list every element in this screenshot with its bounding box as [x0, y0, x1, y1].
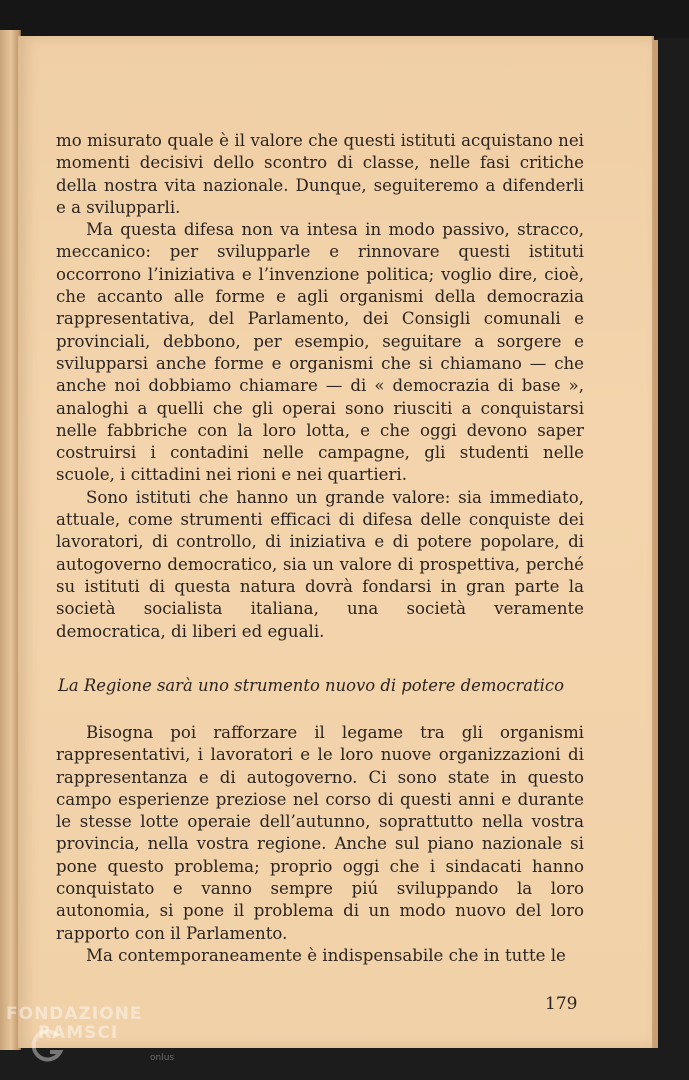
body-text-bottom: [56, 722, 584, 967]
paragraph-continuation: mo misurato quale è il valore che questi istituti acquistano nei momenti decisivi dello scontro di classe, nelle fasi critiche della nostra vita nazionale. Dunque, seguiteremo a difenderli e a svilupparli.: [56, 131, 584, 217]
page-number: 179: [545, 994, 578, 1014]
watermark: [6, 1005, 143, 1043]
watermark-line-2: RAMSCI: [38, 1023, 119, 1043]
watermark-line-1: FONDAZIONE: [6, 1004, 143, 1024]
watermark-suffix: onlus: [150, 1053, 175, 1063]
section-heading: La Regione sarà uno strumento nuovo di potere democratico: [58, 676, 564, 695]
paragraph: Bisogna poi rafforzare il legame tra gli organismi rappresentativi, i lavoratori e le loro nuove organizzazioni di rappresentanza e di autogoverno. Ci sono state in questo campo esperienze preziose nel corso di questi anni e durante le stesse lotte operaie dell’autunno, soprattutto nella vostra provincia, nella vostra regione. Anche sul piano nazionale si pone questo problema; proprio oggi che i sindacati hanno conquistato e vanno sempre piú sviluppando la loro autonomia, si pone il problema di un modo nuovo del loro rapporto con il Parlamento.: [56, 723, 584, 943]
paragraph: Ma contemporaneamente è indispensabile che in tutte le: [86, 945, 566, 965]
gramsci-g-logo-icon: [28, 1026, 68, 1066]
paragraph: Ma questa difesa non va intesa in modo passivo, stracco, meccanico: per svilupparle e rinnovare questi istituti occorrono l’iniziativa e l’invenzione politica; voglio dire, cioè, che accanto alle forme e agli organismi della democrazia rappresentativa, del Parlamento, dei Consigli comunali e provinciali, debbono, per esempio, seguitare a sorgere e svilupparsi anche forme e organismi che si chiamano — che anche noi dobbiamo chiamare — di « democrazia di base », analoghi a quelli che gli operai sono riusciti a conquistarsi nelle fabbriche con la loro lotta, e che oggi devono saper costruirsi i contadini nelle campagne, gli studenti nelle scuole, i cittadini nei rioni e nei quartieri.: [56, 220, 584, 485]
paragraph: Sono istituti che hanno un grande valore: sia immediato, attuale, come strumenti efficaci di difesa delle conquiste dei lavoratori, di controllo, di iniziativa e di potere popolare, di autogoverno democratico, sia un valore di prospettiva, perché su istituti di questa natura dovrà fondarsi in gran parte la società socialista italiana, una società veramente democratica, di liberi ed eguali.: [56, 487, 584, 641]
scanner-background-top: [0, 0, 689, 38]
body-text-top: [56, 130, 584, 643]
